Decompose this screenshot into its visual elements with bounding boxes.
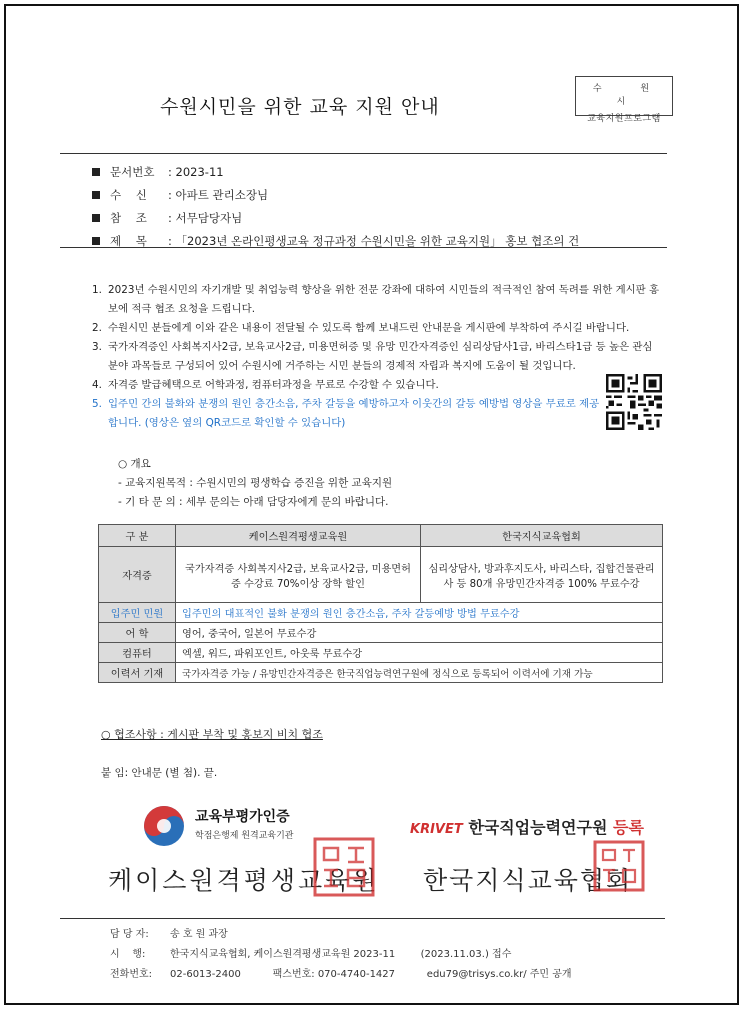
divider-bottom: [60, 918, 665, 919]
official-seal-2-icon: [593, 840, 645, 892]
list-item-video: 5. 입주민 간의 불화와 분쟁의 원인 층간소음, 주차 갈등을 예방하고자 이웃간의 갈등 예방법 영상을 무료로 제공합니다. (영상은 옆의 QR코드로 확인할 수 있습니다): [92, 398, 600, 429]
divider-top: [60, 153, 667, 154]
table-row: 이력서 기재 국가자격증 가능 / 유망민간자격증은 한국직업능력연구원에 정식으로 등록되어 이력서에 기재 가능: [99, 663, 663, 683]
overview-section: [118, 455, 392, 512]
divider-middle: [60, 247, 667, 248]
stamp-line1: 수 원 시: [592, 84, 668, 107]
footer-tel-row: 전화번호: 02-6013-2400 팩스번호: 070-4740-1427 edu79@trisys.co.kr/ 주민 공개: [110, 969, 572, 980]
list-item: 4. 자격증 발급혜택으로 어학과정, 컴퓨터과정을 무료로 수강할 수 있습니다.: [92, 379, 439, 391]
ministry-education-logo-icon: [142, 804, 186, 848]
page-title: 수원시민을 위한 교육 지원 안내: [160, 96, 440, 118]
list-item: 2. 수원시민 분들에게 이와 같은 내용이 전달될 수 있도록 함께 보내드린 안내문을 게시판에 부착하여 주시길 바랍니다.: [92, 322, 630, 334]
meta-doc-number: 문서번호 : 2023-11: [92, 160, 579, 183]
overview-heading: ○ 개요: [118, 458, 151, 470]
meta-recipient: 수 신 : 아파트 관리소장님: [92, 183, 579, 206]
footer-manager-row: 담 당 자: 송 호 원 과장: [110, 929, 228, 940]
program-table: [98, 524, 663, 683]
cooperation-note: ○ 협조사항 : 게시판 부착 및 홍보지 비치 협조: [101, 728, 323, 741]
footer-contact: [110, 925, 572, 985]
list-item: 3. 국가자격증인 사회복지사2급, 보육교사2급, 미용면허증 및 유망 민간자격증인 심리상담사1급, 바리스타1급 등 높은 관심 분야 과목들로 구성되어 있어 수원시에 거주하는 시민 분들의 경제적 자립과 복지에 도움이 될 것입니다.: [92, 341, 653, 372]
krivet-registration: KRIVET 한국직업능력연구원 등록: [410, 818, 644, 837]
qr-code-icon[interactable]: [606, 374, 662, 430]
table-header-row: 구 분 케이스원격평생교육원 한국지식교육협회: [99, 525, 663, 547]
table-row: 컴퓨터 엑셀, 워드, 파워포인트, 아웃룩 무료수강: [99, 643, 663, 663]
meta-reference: 참 조 : 서무담당자님: [92, 206, 579, 229]
footer-exec-row: 시 행: 한국지식교육협회, 케이스원격평생교육원 2023-11 (2023.11.03.) 접수: [110, 949, 512, 960]
official-seal-1-icon: [312, 836, 376, 898]
square-bullet-icon: [92, 214, 100, 222]
square-bullet-icon: [92, 168, 100, 176]
square-bullet-icon: [92, 237, 100, 245]
ministry-accreditation-sub: 학점은행제 원격교육기관: [195, 831, 294, 841]
table-row: 어 학 영어, 중국어, 일본어 무료수강: [99, 623, 663, 643]
table-row: 자격증 국가자격증 사회복지사2급, 보육교사2급, 미용면허증 수강료 70%이상 장학 할인 심리상담사, 방과후지도사, 바리스타, 집합건물관리사 등 80개 유망민간자격증 100% 무료수강: [99, 547, 663, 603]
table-row: 입주민 민원 입주민의 대표적인 불화 분쟁의 원인 층간소음, 주차 갈등예방 방법 무료수강: [99, 603, 663, 623]
document-meta: [92, 160, 579, 252]
overview-inquiry: - 기 타 문 의 : 세부 문의는 아래 담당자에게 문의 바랍니다.: [118, 496, 389, 508]
notice-items: [92, 281, 660, 433]
stamp-line2: 교육지원프로그램: [587, 114, 661, 124]
ministry-accreditation-label: 교육부평가인증: [195, 809, 290, 825]
org-name-1: 케이스원격평생교육원: [108, 866, 380, 895]
meta-subject: 제 목 : 「2023년 온라인평생교육 정규과정 수원시민을 위한 교육지원」 홍보 협조의 건: [92, 229, 579, 252]
list-item: 1. 2023년 수원시민의 자기개발 및 취업능력 향상을 위한 전문 강좌에 대하여 시민들의 적극적인 참여 독려를 위한 게시판 홍보에 적극 협조 요청을 드립니다.: [92, 284, 660, 315]
square-bullet-icon: [92, 191, 100, 199]
overview-purpose: - 교육지원목적 : 수원시민의 평생학습 증진을 위한 교육지원: [118, 477, 393, 489]
org-name-2: 한국지식교육협회: [423, 866, 633, 895]
attachment-note: 붙 임: 안내문 (별 첨). 끝.: [101, 767, 218, 779]
program-stamp-box: [575, 76, 673, 124]
